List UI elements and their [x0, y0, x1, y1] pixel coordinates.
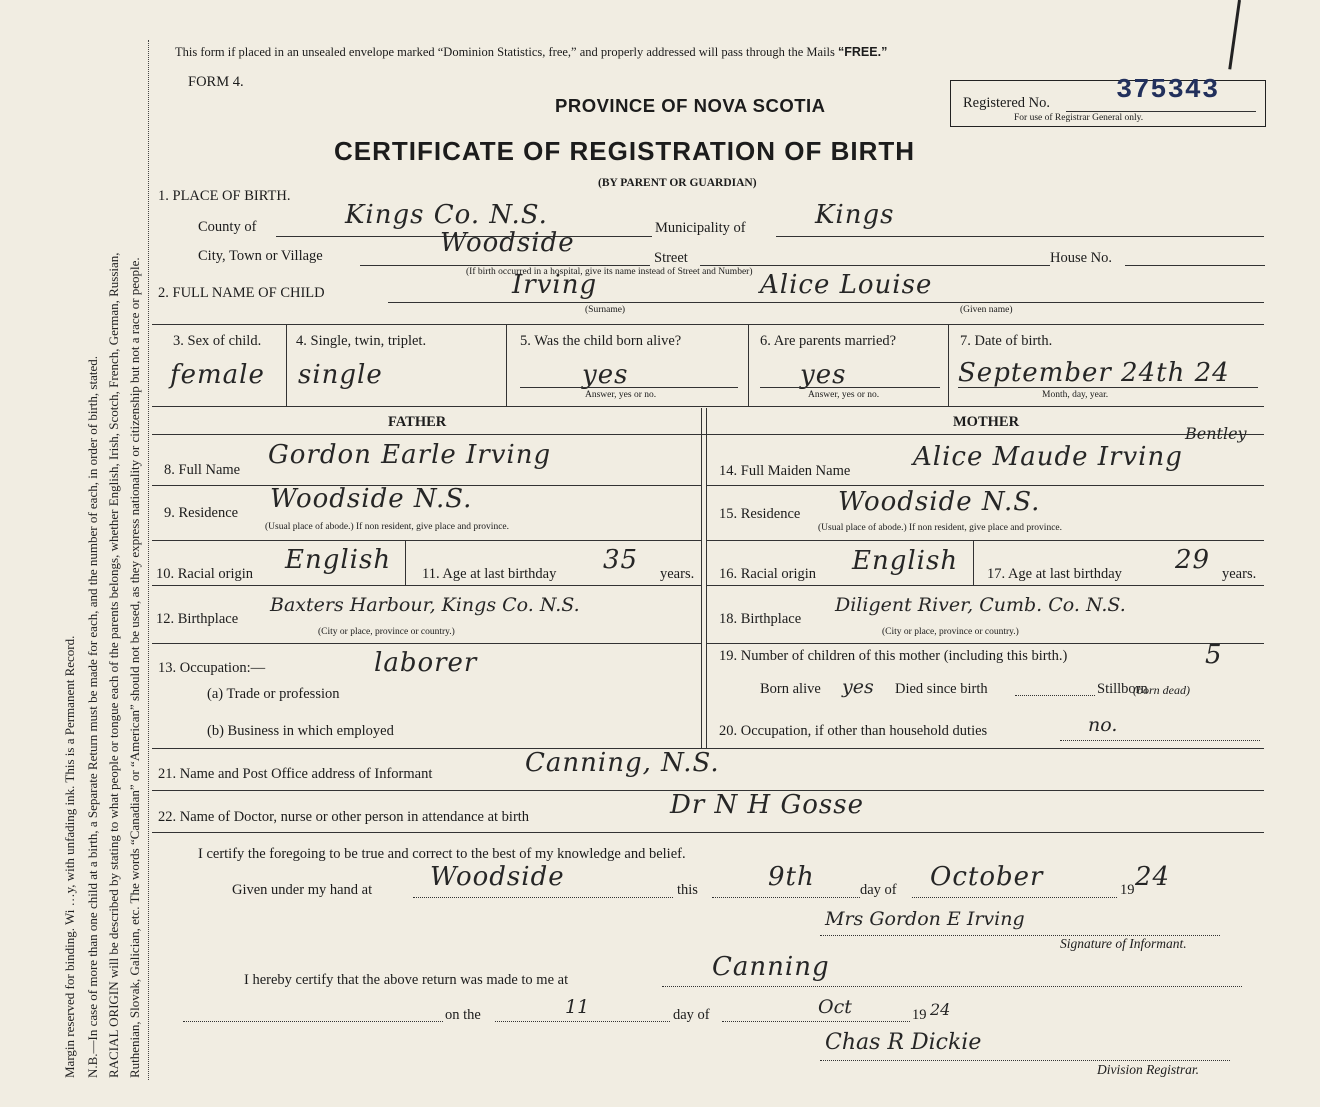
reg-day-line [183, 1021, 443, 1022]
dob-label: 7. Date of birth. [960, 333, 1053, 349]
child-row-div-3 [748, 324, 749, 406]
father-birthplace-label: 12. Birthplace [156, 611, 239, 627]
father-race-line [152, 585, 701, 586]
mother-heading: MOTHER [953, 414, 1020, 430]
municipality-value: Kings [815, 200, 895, 230]
parents-married-line [760, 387, 940, 388]
parents-married-value: yes [800, 360, 847, 390]
reg-year-prefix: 19 [912, 1007, 927, 1023]
form-number: FORM 4. [188, 74, 244, 90]
father-birthplace-value: Baxters Harbour, Kings Co. N.S. [270, 594, 580, 616]
margin-divider [148, 40, 149, 1080]
hospital-note: (If birth occurred in a hospital, give its name instead of Street and Number) [466, 267, 753, 277]
father-age-label: 11. Age at last birthday [422, 566, 557, 582]
father-heading: FATHER [388, 414, 447, 430]
margin-note-racial-origin-cont: Ruthenian, Slovak, Galician, etc. The words “Canadian” or “American” should not be used, as they express nationality or citizenship but not a race or people. [127, 257, 142, 1078]
child-row-div-4 [948, 324, 949, 406]
house-no-line [1125, 265, 1265, 266]
father-race-value: English [285, 545, 392, 575]
father-occupation-value: laborer [374, 648, 478, 678]
mother-name-label: 14. Full Maiden Name [719, 463, 851, 479]
place-of-birth-label: 1. PLACE OF BIRTH. [158, 188, 291, 204]
mother-age-years: years. [1222, 566, 1257, 582]
registrar-signature: Chas R Dickie [825, 1030, 982, 1055]
heading-line [152, 434, 1264, 435]
county-label: County of [198, 219, 257, 235]
mother-children-label: 19. Number of children of this mother (including this birth.) [719, 648, 1068, 664]
born-alive-line [520, 387, 738, 388]
informant-label: 21. Name and Post Office address of Informant [158, 766, 433, 782]
died-since-birth-label: Died since birth [895, 681, 988, 697]
mother-occupation-line [1060, 740, 1260, 741]
father-age-years: years. [660, 566, 695, 582]
registrar-place: Canning [712, 952, 830, 982]
given-place-line [413, 897, 673, 898]
mother-birthplace-caption: (City or place, province or country.) [882, 627, 1019, 637]
margin-note-nb: N.B.—In case of more than one child at a birth, a Separate Return must be made for each, and the number of each, in order of birth, stated. [85, 356, 100, 1078]
street-line [700, 265, 1050, 266]
street-label: Street [654, 250, 688, 266]
margin-note-racial-origin: RACIAL ORIGIN will be described by stating to what people or tongue each of the parents belongs, whether English, Irish, Scotch, French, German, Russian, [106, 252, 121, 1078]
house-no-label: House No. [1050, 250, 1113, 266]
given-name-caption: (Given name) [960, 305, 1013, 315]
pen-mark [1228, 0, 1241, 70]
mother-birthplace-line [706, 643, 1264, 644]
sex-value: female [170, 360, 265, 390]
reg-month-line [722, 1021, 910, 1022]
registrar-statement: I hereby certify that the above return was made to me at [244, 972, 569, 988]
mother-name-correction: Bentley [1185, 424, 1247, 443]
day-of-label: day of [860, 882, 897, 898]
registered-number: 375343 [1116, 76, 1220, 106]
certificate-subtitle: (BY PARENT OR GUARDIAN) [598, 177, 757, 189]
dob-caption: Month, day, year. [1042, 390, 1109, 400]
doctor-line [152, 832, 1264, 833]
born-alive-caption: Answer, yes or no. [585, 390, 657, 400]
reg-month: Oct [818, 996, 852, 1018]
registrar-note: For use of Registrar General only. [1014, 113, 1144, 123]
father-residence-label: 9. Residence [164, 505, 239, 521]
given-year: 24 [1135, 862, 1171, 892]
stillborn-label: Stillborn [1097, 681, 1148, 697]
father-residence-line [152, 540, 701, 541]
registered-number-line [1066, 111, 1256, 112]
municipality-label: Municipality of [655, 220, 746, 236]
certificate-title: CERTIFICATE OF REGISTRATION OF BIRTH [334, 136, 916, 166]
child-row-bottom [152, 406, 1264, 407]
informant-signature: Mrs Gordon E Irving [825, 908, 1025, 930]
mother-race-line [706, 585, 1264, 586]
mother-residence-label: 15. Residence [719, 506, 801, 522]
parents-married-caption: Answer, yes or no. [808, 390, 880, 400]
mother-race-divider [973, 540, 974, 585]
registered-box [950, 76, 1266, 127]
municipality-line [776, 236, 1264, 237]
mother-residence-caption: (Usual place of abode.) If non resident, give place and province. [818, 523, 1062, 533]
father-business-label: (b) Business in which employed [207, 723, 394, 739]
given-day: 9th [768, 862, 815, 892]
father-race-divider [405, 540, 406, 585]
given-day-line [712, 897, 860, 898]
center-divider-2 [706, 408, 707, 748]
father-residence-caption: (Usual place of abode.) If non resident, give place and province. [265, 522, 509, 532]
child-given-name: Alice Louise [760, 270, 933, 300]
doctor-value: Dr N H Gosse [670, 790, 864, 820]
registrar-signature-line [820, 1060, 1230, 1061]
dob-value: September 24th 24 [958, 358, 1230, 388]
parents-married-label: 6. Are parents married? [760, 333, 897, 349]
mother-birthplace-value: Diligent River, Cumb. Co. N.S. [835, 594, 1126, 616]
reg-day-of-label: day of [673, 1007, 710, 1023]
sex-label: 3. Sex of child. [173, 333, 262, 349]
child-row-div-2 [506, 324, 507, 406]
city-line [360, 265, 650, 266]
reg-day-line-2 [495, 1021, 670, 1022]
year-prefix: 19 [1120, 882, 1135, 898]
child-surname: Irving [512, 270, 598, 300]
stillborn-note: (born dead) [1133, 683, 1190, 697]
on-the-label: on the [445, 1007, 481, 1023]
province-title: PROVINCE OF NOVA SCOTIA [555, 95, 826, 116]
father-birthplace-line [152, 643, 701, 644]
child-row-top [152, 324, 1264, 325]
father-residence-value: Woodside N.S. [270, 484, 473, 514]
mother-children-value: 5 [1205, 640, 1223, 670]
city-value: Woodside [440, 228, 575, 258]
surname-caption: (Surname) [585, 305, 626, 315]
born-alive-value: yes [582, 360, 629, 390]
dob-line [958, 387, 1258, 388]
mother-race-label: 16. Racial origin [719, 566, 817, 582]
mother-occupation-label: 20. Occupation, if other than household duties [719, 723, 988, 739]
doctor-label: 22. Name of Doctor, nurse or other person in attendance at birth [158, 809, 530, 825]
born-alive-count-value: yes [842, 676, 874, 698]
died-since-birth-line [1015, 695, 1095, 696]
father-trade-label: (a) Trade or profession [207, 686, 340, 702]
mother-age-value: 29 [1175, 545, 1211, 575]
child-name-label: 2. FULL NAME OF CHILD [158, 285, 325, 301]
mother-birthplace-label: 18. Birthplace [719, 611, 802, 627]
mother-residence-line [706, 540, 1264, 541]
mail-notice: This form if placed in an unsealed envelope marked “Dominion Statistics, free,” and properly addressed will pass through the Mails “FREE.” [175, 45, 888, 59]
born-alive-count-label: Born alive [760, 681, 821, 697]
given-month-line [912, 897, 1117, 898]
margin-note-binding: Margin reserved for binding. Wi …y, with unfading ink. This is a Permanent Record. [62, 635, 77, 1078]
certify-statement: I certify the foregoing to be true and correct to the best of my knowledge and belief. [198, 846, 686, 862]
county-value: Kings Co. N.S. [345, 200, 548, 230]
registered-label: Registered No. [963, 95, 1050, 111]
father-age-value: 35 [603, 545, 639, 575]
signature-caption: Signature of Informant. [1060, 936, 1187, 951]
child-name-line [388, 302, 1264, 303]
born-alive-label: 5. Was the child born alive? [520, 333, 682, 349]
father-race-label: 10. Racial origin [156, 566, 254, 582]
mother-name-value: Alice Maude Irving [913, 442, 1183, 472]
mother-residence-value: Woodside N.S. [838, 487, 1041, 517]
mother-name-line [706, 485, 1264, 486]
given-month: October [930, 862, 1044, 892]
given-place: Woodside [430, 862, 565, 892]
given-under-label: Given under my hand at [232, 882, 373, 898]
center-divider [701, 408, 702, 748]
reg-year: 24 [930, 1000, 951, 1019]
city-label: City, Town or Village [198, 248, 323, 264]
father-birthplace-caption: (City or place, province or country.) [318, 627, 455, 637]
mother-occupation-value: no. [1088, 714, 1118, 736]
division-registrar-caption: Division Registrar. [1097, 1062, 1200, 1077]
plurality-label: 4. Single, twin, triplet. [296, 333, 427, 349]
mother-age-label: 17. Age at last birthday [987, 566, 1122, 582]
father-name-label: 8. Full Name [164, 462, 241, 478]
informant-value: Canning, N.S. [525, 748, 720, 778]
this-label: this [677, 882, 698, 898]
child-row-div-1 [286, 324, 287, 406]
father-name-value: Gordon Earle Irving [268, 440, 552, 470]
plurality-value: single [298, 360, 383, 390]
mother-race-value: English [852, 546, 959, 576]
reg-day: 11 [565, 996, 590, 1018]
father-occupation-label: 13. Occupation:— [158, 660, 266, 676]
registrar-place-line [662, 986, 1242, 987]
